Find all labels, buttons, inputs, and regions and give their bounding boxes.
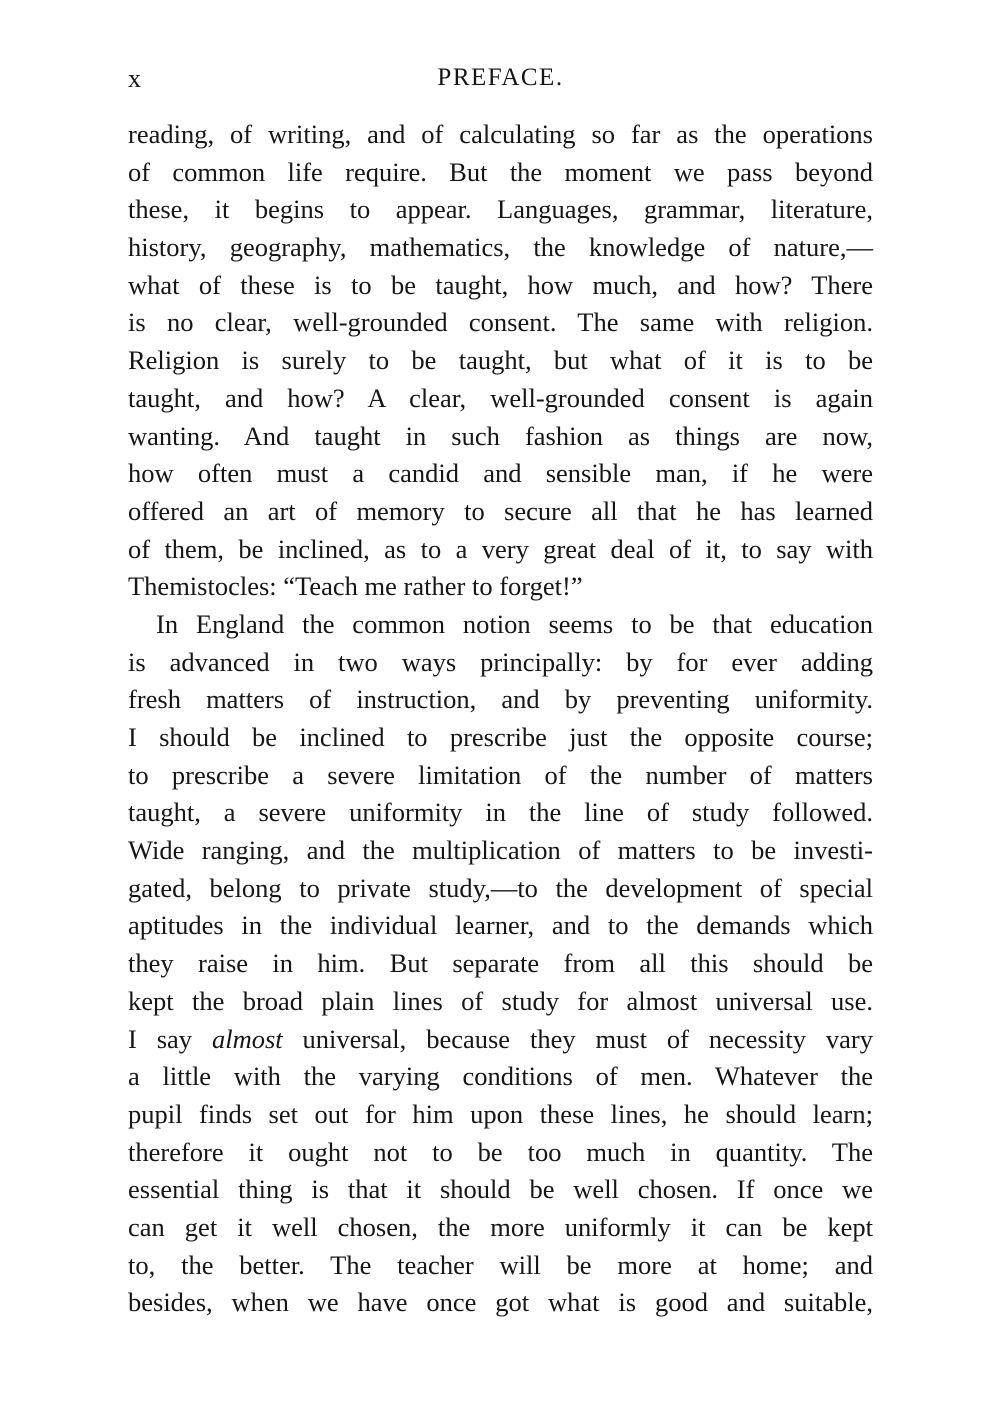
text-line: besides, when we have once got what is good and suitable, bbox=[128, 1287, 873, 1318]
text-line: therefore it ought not to be too much in quantity. The bbox=[128, 1136, 873, 1167]
text-line: kept the broad plain lines of study for almost universal use. bbox=[128, 985, 873, 1016]
text-line: I should be inclined to prescribe just the opposite course; bbox=[128, 722, 873, 752]
paragraph-start-line: In England the common notion seems to be that education bbox=[156, 608, 873, 639]
page-number: x bbox=[128, 64, 142, 93]
text-line: Religion is surely to be taught, but what of it is to be bbox=[128, 345, 873, 376]
text-line: reading, of writing, and of calculating so far as the operations bbox=[128, 119, 873, 149]
text-line: essential thing is that it should be well chosen. If once we bbox=[128, 1174, 873, 1205]
text-line: to, the better. The teacher will be more at home; and bbox=[128, 1249, 873, 1280]
text-line: to prescribe a severe limitation of the number of matters bbox=[128, 759, 873, 790]
text-line: taught, and how? A clear, well-grounded consent is again bbox=[128, 382, 873, 413]
text-line-with-emphasis bbox=[128, 1021, 873, 1059]
text-line: of them, be inclined, as to a very great deal of it, to say with bbox=[128, 533, 873, 564]
text-line: aptitudes in the individual learner, and to the demands which bbox=[128, 910, 873, 941]
body-text bbox=[128, 116, 873, 1322]
line-text-after: universal, because they must of necessity vary bbox=[282, 1023, 873, 1054]
text-line: is advanced in two ways principally: by for ever adding bbox=[128, 646, 873, 677]
running-title: PREFACE. bbox=[437, 64, 564, 91]
text-line: these, it begins to appear. Languages, grammar, literature, bbox=[128, 194, 873, 225]
page-header bbox=[128, 64, 873, 104]
emphasized-word: almost bbox=[211, 1023, 283, 1054]
text-line: of common life require. But the moment we pass beyond bbox=[128, 156, 873, 187]
text-line: gated, belong to private study,—to the development of special bbox=[128, 872, 873, 903]
text-line: Wide ranging, and the multiplication of matters to be investi- bbox=[128, 835, 873, 866]
text-line: they raise in him. But separate from all this should be bbox=[128, 948, 873, 979]
text-line: a little with the varying conditions of men. Whatever the bbox=[128, 1061, 873, 1092]
text-line: wanting. And taught in such fashion as things are now, bbox=[128, 420, 873, 451]
text-line: taught, a severe uniformity in the line of study followed. bbox=[128, 797, 873, 828]
text-line: what of these is to be taught, how much, and how? There bbox=[128, 269, 873, 300]
text-line: is no clear, well-grounded consent. The same with religion. bbox=[128, 307, 873, 338]
paragraph-end-line: Themistocles: “Teach me rather to forget!” bbox=[128, 571, 583, 602]
text-line: how often must a candid and sensible man, if he were bbox=[128, 458, 873, 489]
text-line: can get it well chosen, the more uniformly it can be kept bbox=[128, 1211, 873, 1242]
text-line: offered an art of memory to secure all that he has learned bbox=[128, 495, 873, 526]
text-line: fresh matters of instruction, and by preventing uniformity. bbox=[128, 684, 873, 715]
text-line: history, geography, mathematics, the knowledge of nature,— bbox=[128, 232, 873, 263]
line-text-before: I say bbox=[128, 1023, 212, 1054]
text-line: pupil finds set out for him upon these lines, he should learn; bbox=[128, 1098, 873, 1129]
